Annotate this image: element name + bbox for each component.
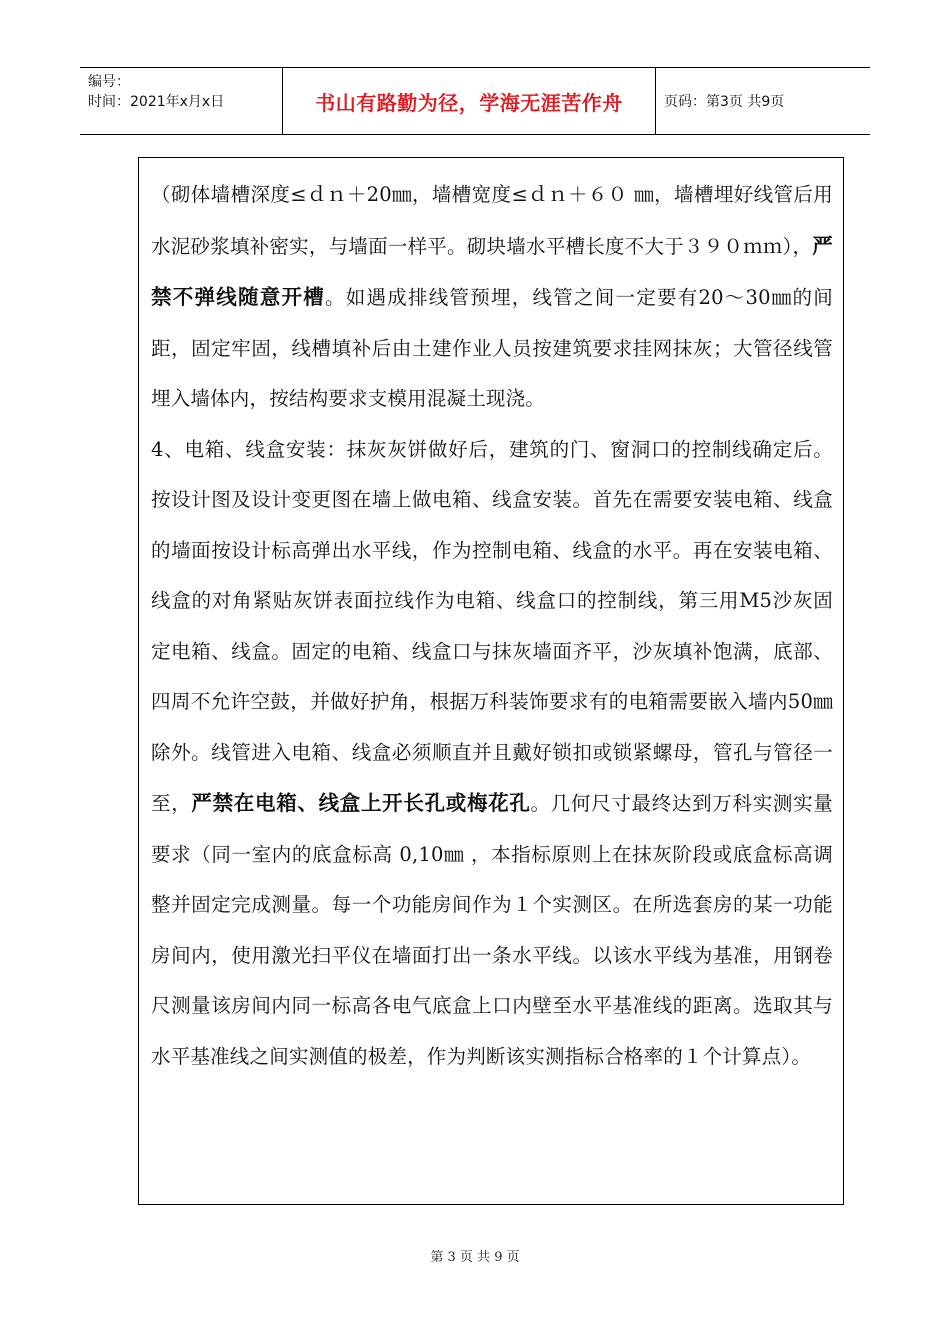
page-footer: 第 3 页 共 9 页 (430, 1250, 520, 1265)
paragraph-text: 。几何尺寸最终达到万科实测实量要求（同一室内的底盒标高 0,10㎜ ，本指标原则上在抹灰阶段或底盒标高调整并固定完成测量。每一个功能房间作为１个实测区。在所选套房的某一功能房间内，使用激光扫平仪在墙面打出一条水平线。以该水平线为基准，用钢卷尺测量该房间内同一标高各电气底盒上口内壁至水平基准线的距离。选取其与水平基准线之间实测值的极差，作为判断该实测指标合格率的１个计算点）。 (151, 792, 833, 1068)
emphasis-text: 严禁不弹线随意开槽 (151, 233, 833, 309)
document-number-label: 编号： (88, 74, 130, 90)
header-meta (80, 68, 282, 134)
emphasis-text: 严禁在电箱、线盒上开长孔或梅花孔 (191, 791, 531, 815)
header-page-info: 页码：第3页 共9页 (664, 94, 785, 110)
header-motto: 书山有路勤为径，学海无涯苦作舟 (282, 68, 656, 134)
paragraph-box-installation (151, 425, 833, 1083)
paragraph-text: 。如遇成排线管预埋，线管之间一定要有20～30㎜的间距，固定牢固，线槽填补后由土建作业人员按建筑要求挂网抹灰；大管径线管埋入墙体内，按结构要求支模用混凝土现浇。 (151, 286, 834, 410)
paragraph-wall-groove (151, 170, 833, 425)
paragraph-text: （砌体墙槽深度≤ｄｎ＋20㎜，墙槽宽度≤ｄｎ＋６０ ㎜，墙槽埋好线管后用水泥砂浆填补密实，与墙面一样平。砌块墙水平槽长度不大于３９０ｍｍ）， (151, 183, 833, 258)
paragraph-text: 4、电箱、线盒安装：抹灰灰饼做好后，建筑的门、窗洞口的控制线确定后。按设计图及设计变更图在墙上做电箱、线盒安装。首先在需要安装电箱、线盒的墙面按设计标高弹出水平线，作为控制电箱、线盒的水平。再在安装电箱、线盒的对角紧贴灰饼表面拉线作为电箱、线盒口的控制线，第三用M5沙灰固定电箱、线盒。固定的电箱、线盒口与抹灰墙面齐平，沙灰填补饱满，底部、四周不允许空鼓，并做好护角，根据万科装饰要求有的电箱需要嵌入墙内50㎜除外。线管进入电箱、线盒必须顺直并且戴好锁扣或锁紧螺母，管孔与管径一至， (151, 437, 833, 815)
page-header (80, 67, 870, 135)
document-date-label: 时间：2021年x月x日 (88, 94, 225, 110)
content-box (138, 157, 844, 1205)
